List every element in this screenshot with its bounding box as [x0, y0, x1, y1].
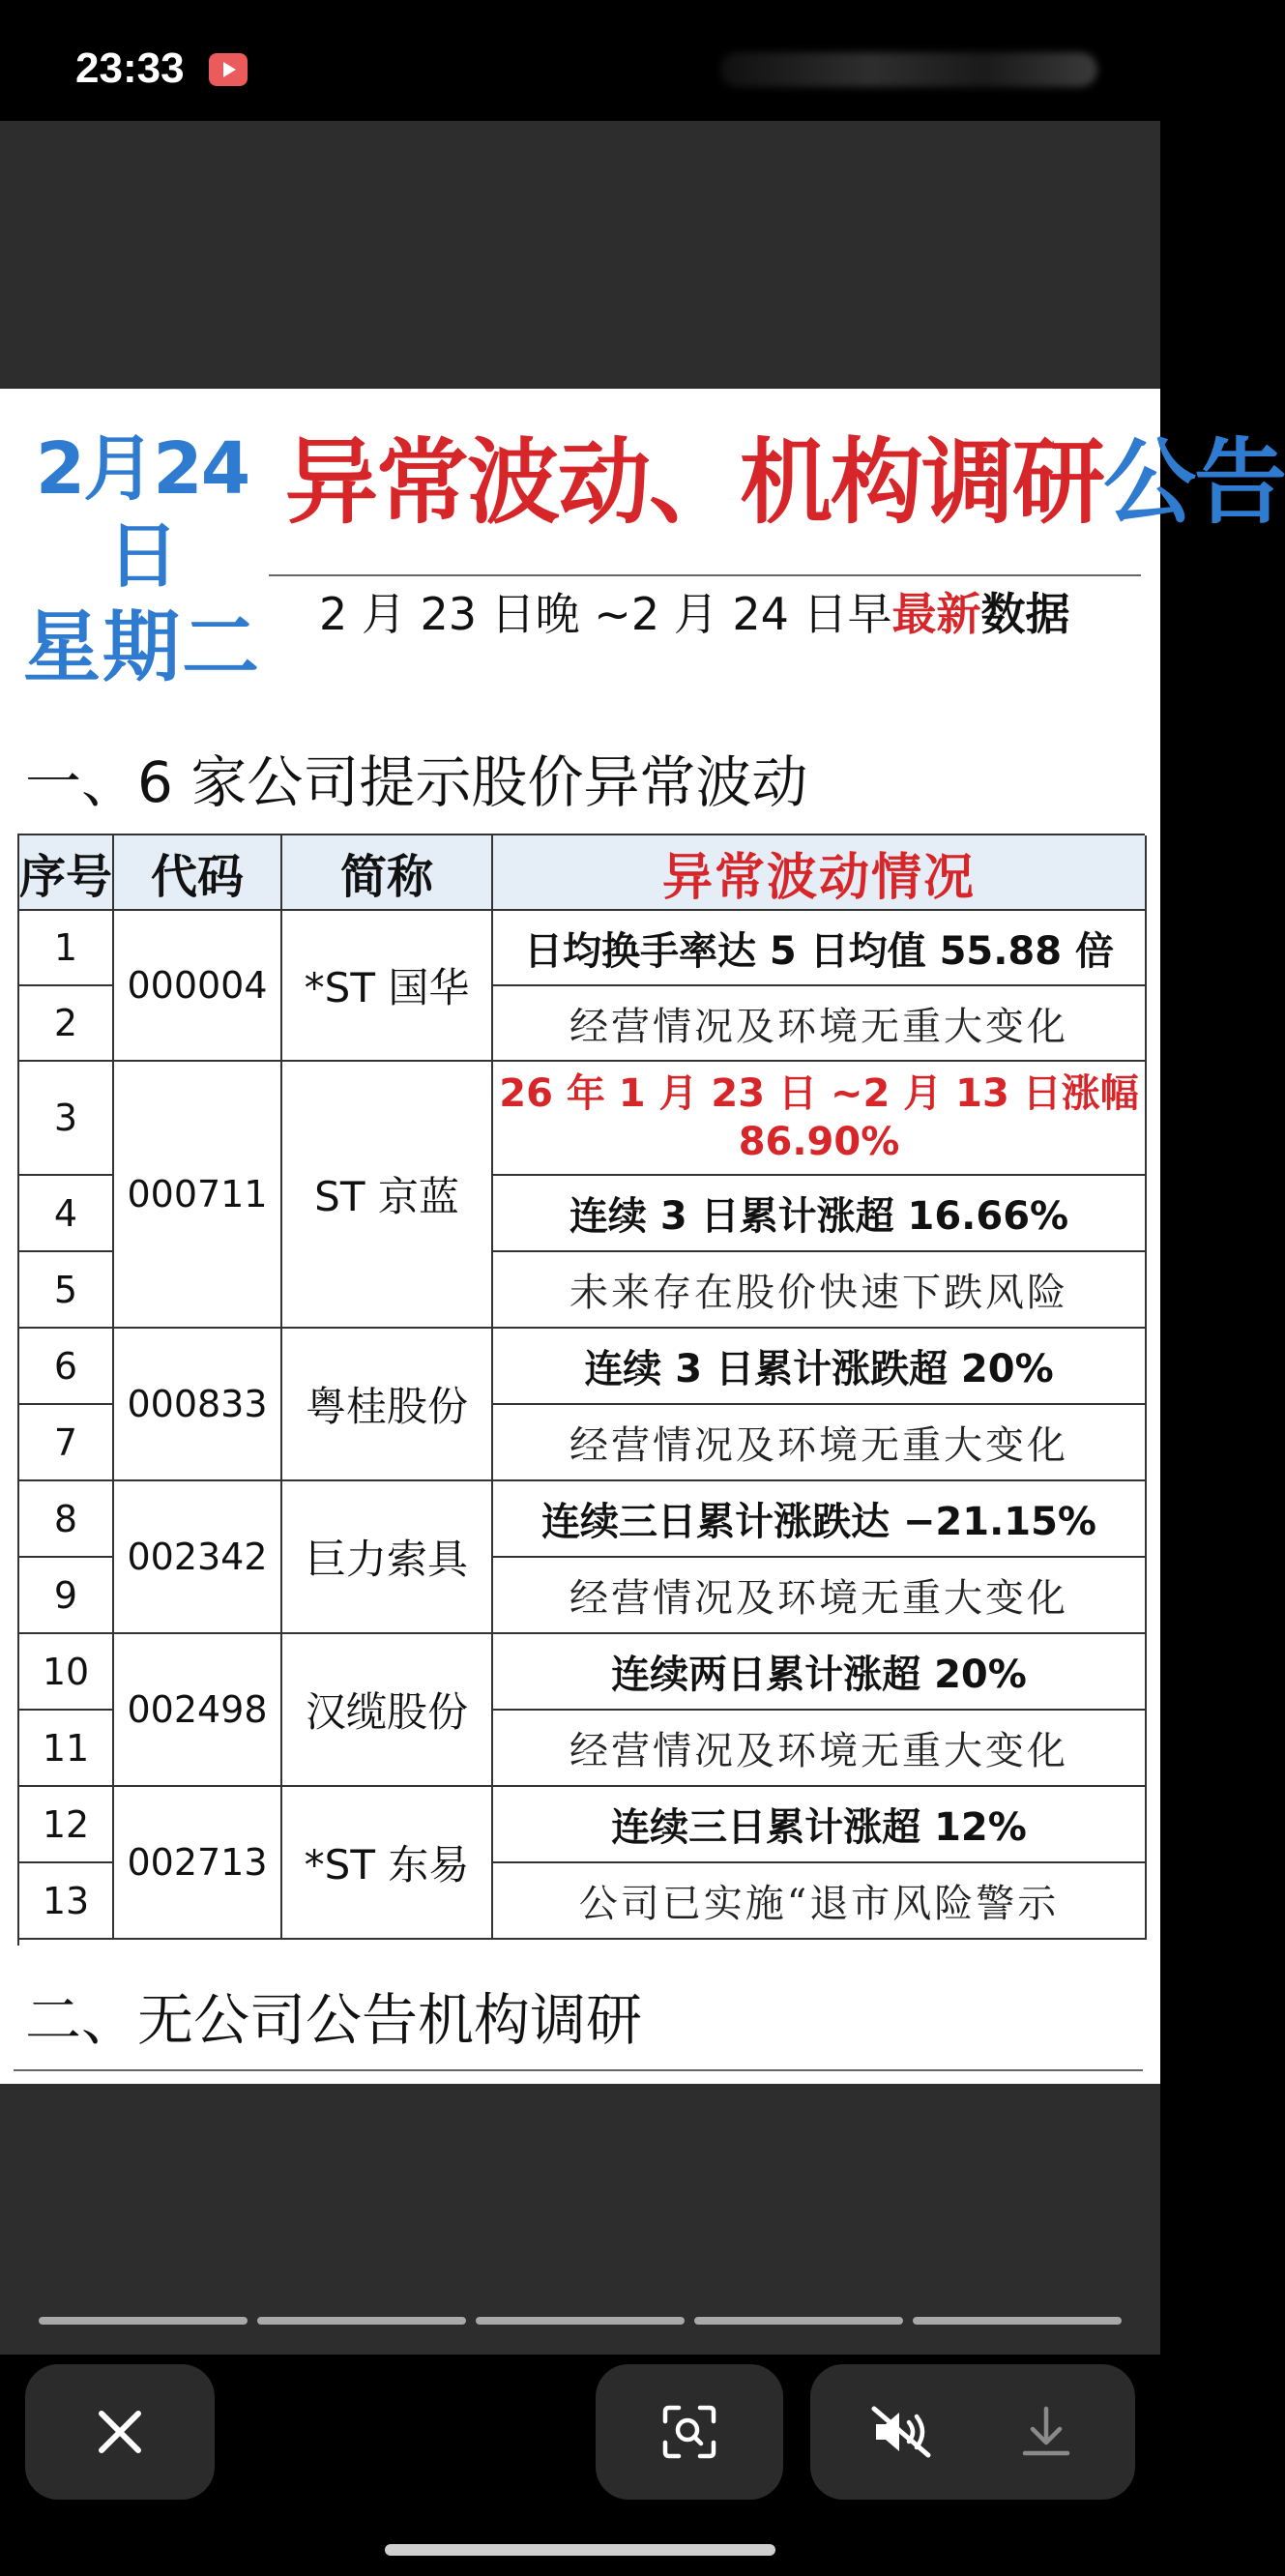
- stock-name: ST 京蓝: [282, 1062, 493, 1329]
- row-index: 9: [19, 1558, 114, 1634]
- viewer-toolbar: [0, 2355, 1160, 2576]
- headline-blue-part: 公告: [1103, 428, 1285, 537]
- section-title-volatility: 一、6 家公司提示股价异常波动: [25, 749, 808, 815]
- row-index: 8: [19, 1481, 114, 1558]
- status-bar: [0, 0, 1160, 121]
- stock-name: *ST 国华: [282, 911, 493, 1062]
- col-header-code: 代码: [114, 835, 282, 911]
- status-icons-blurred: [720, 52, 1097, 87]
- volatility-table: [17, 834, 1145, 1946]
- row-index: 7: [19, 1405, 114, 1481]
- row-index: 12: [19, 1787, 114, 1863]
- header-divider: [269, 574, 1141, 576]
- progress-segment: [694, 2317, 903, 2325]
- stock-code: 002342: [114, 1481, 282, 1634]
- stock-code: 000004: [114, 911, 282, 1062]
- row-index: 3: [19, 1062, 114, 1176]
- bottom-divider: [14, 2069, 1143, 2071]
- stock-name: *ST 东易: [282, 1787, 493, 1940]
- download-icon[interactable]: [1019, 2403, 1073, 2461]
- home-indicator[interactable]: [385, 2544, 775, 2556]
- stock-name: 巨力索具: [282, 1481, 493, 1634]
- row-index: 6: [19, 1329, 114, 1405]
- situation-text: 连续 3 日累计涨超 16.66%: [493, 1176, 1147, 1252]
- close-icon: [94, 2406, 146, 2458]
- col-header-index: 序号: [19, 835, 114, 911]
- progress-segment: [913, 2317, 1122, 2325]
- stock-code: 002713: [114, 1787, 282, 1940]
- status-time: 23:33: [75, 44, 185, 92]
- headline-red-part: 异常波动、机构调研: [285, 428, 1103, 537]
- row-index: 13: [19, 1863, 114, 1940]
- col-header-name: 简称: [282, 835, 493, 911]
- stock-name: 粤桂股份: [282, 1329, 493, 1481]
- situation-text: 连续 3 日累计涨跌超 20%: [493, 1329, 1147, 1405]
- stock-name: 汉缆股份: [282, 1634, 493, 1787]
- poster-headline: [285, 429, 1285, 536]
- date-text: 2月24日: [35, 427, 249, 598]
- subhead-latest: 最新: [891, 588, 981, 640]
- section-title-research: 二、无公司公告机构调研: [25, 1987, 643, 2053]
- visual-search-icon: [659, 2402, 719, 2462]
- subhead-data: 数据: [980, 588, 1070, 640]
- situation-text-highlight: 26 年 1 月 23 日 ~2 月 13 日涨幅 86.90%: [493, 1062, 1147, 1176]
- situation-text: 连续三日累计涨跌达 −21.15%: [493, 1481, 1147, 1558]
- stock-code: 002498: [114, 1634, 282, 1787]
- subhead-date-range: 2 月 23 日晚 ~2 月 24 日早: [319, 588, 892, 640]
- volume-muted-icon[interactable]: [870, 2405, 932, 2459]
- story-progress-segments: [39, 2317, 1122, 2327]
- situation-text: 未来存在股价快速下跌风险: [493, 1252, 1147, 1329]
- progress-segment: [257, 2317, 466, 2325]
- row-index: 5: [19, 1252, 114, 1329]
- visual-search-button[interactable]: [596, 2364, 783, 2500]
- media-controls: [810, 2364, 1135, 2500]
- row-index: 4: [19, 1176, 114, 1252]
- progress-segment: [39, 2317, 248, 2325]
- poster-subheading: [319, 582, 1070, 646]
- situation-text: 连续三日累计涨超 12%: [493, 1787, 1147, 1863]
- row-index: 1: [19, 911, 114, 986]
- progress-segment: [476, 2317, 685, 2325]
- row-index: 2: [19, 986, 114, 1062]
- situation-text: 公司已实施“退市风险警示: [493, 1863, 1147, 1940]
- row-index: 10: [19, 1634, 114, 1711]
- situation-text: 经营情况及环境无重大变化: [493, 1711, 1147, 1787]
- announcement-image[interactable]: [0, 389, 1285, 2084]
- situation-text: 经营情况及环境无重大变化: [493, 986, 1147, 1062]
- col-header-situation: 异常波动情况: [493, 835, 1147, 911]
- stock-code: 000833: [114, 1329, 282, 1481]
- stock-code: 000711: [114, 1062, 282, 1329]
- close-button[interactable]: [25, 2364, 215, 2500]
- situation-text: 日均换手率达 5 日均值 55.88 倍: [493, 911, 1147, 986]
- screen-record-icon: [209, 53, 248, 86]
- row-index: 11: [19, 1711, 114, 1787]
- situation-text: 连续两日累计涨超 20%: [493, 1634, 1147, 1711]
- situation-text: 经营情况及环境无重大变化: [493, 1558, 1147, 1634]
- weekday-text: 星期二: [23, 602, 261, 692]
- date-badge: [21, 425, 263, 696]
- situation-text: 经营情况及环境无重大变化: [493, 1405, 1147, 1481]
